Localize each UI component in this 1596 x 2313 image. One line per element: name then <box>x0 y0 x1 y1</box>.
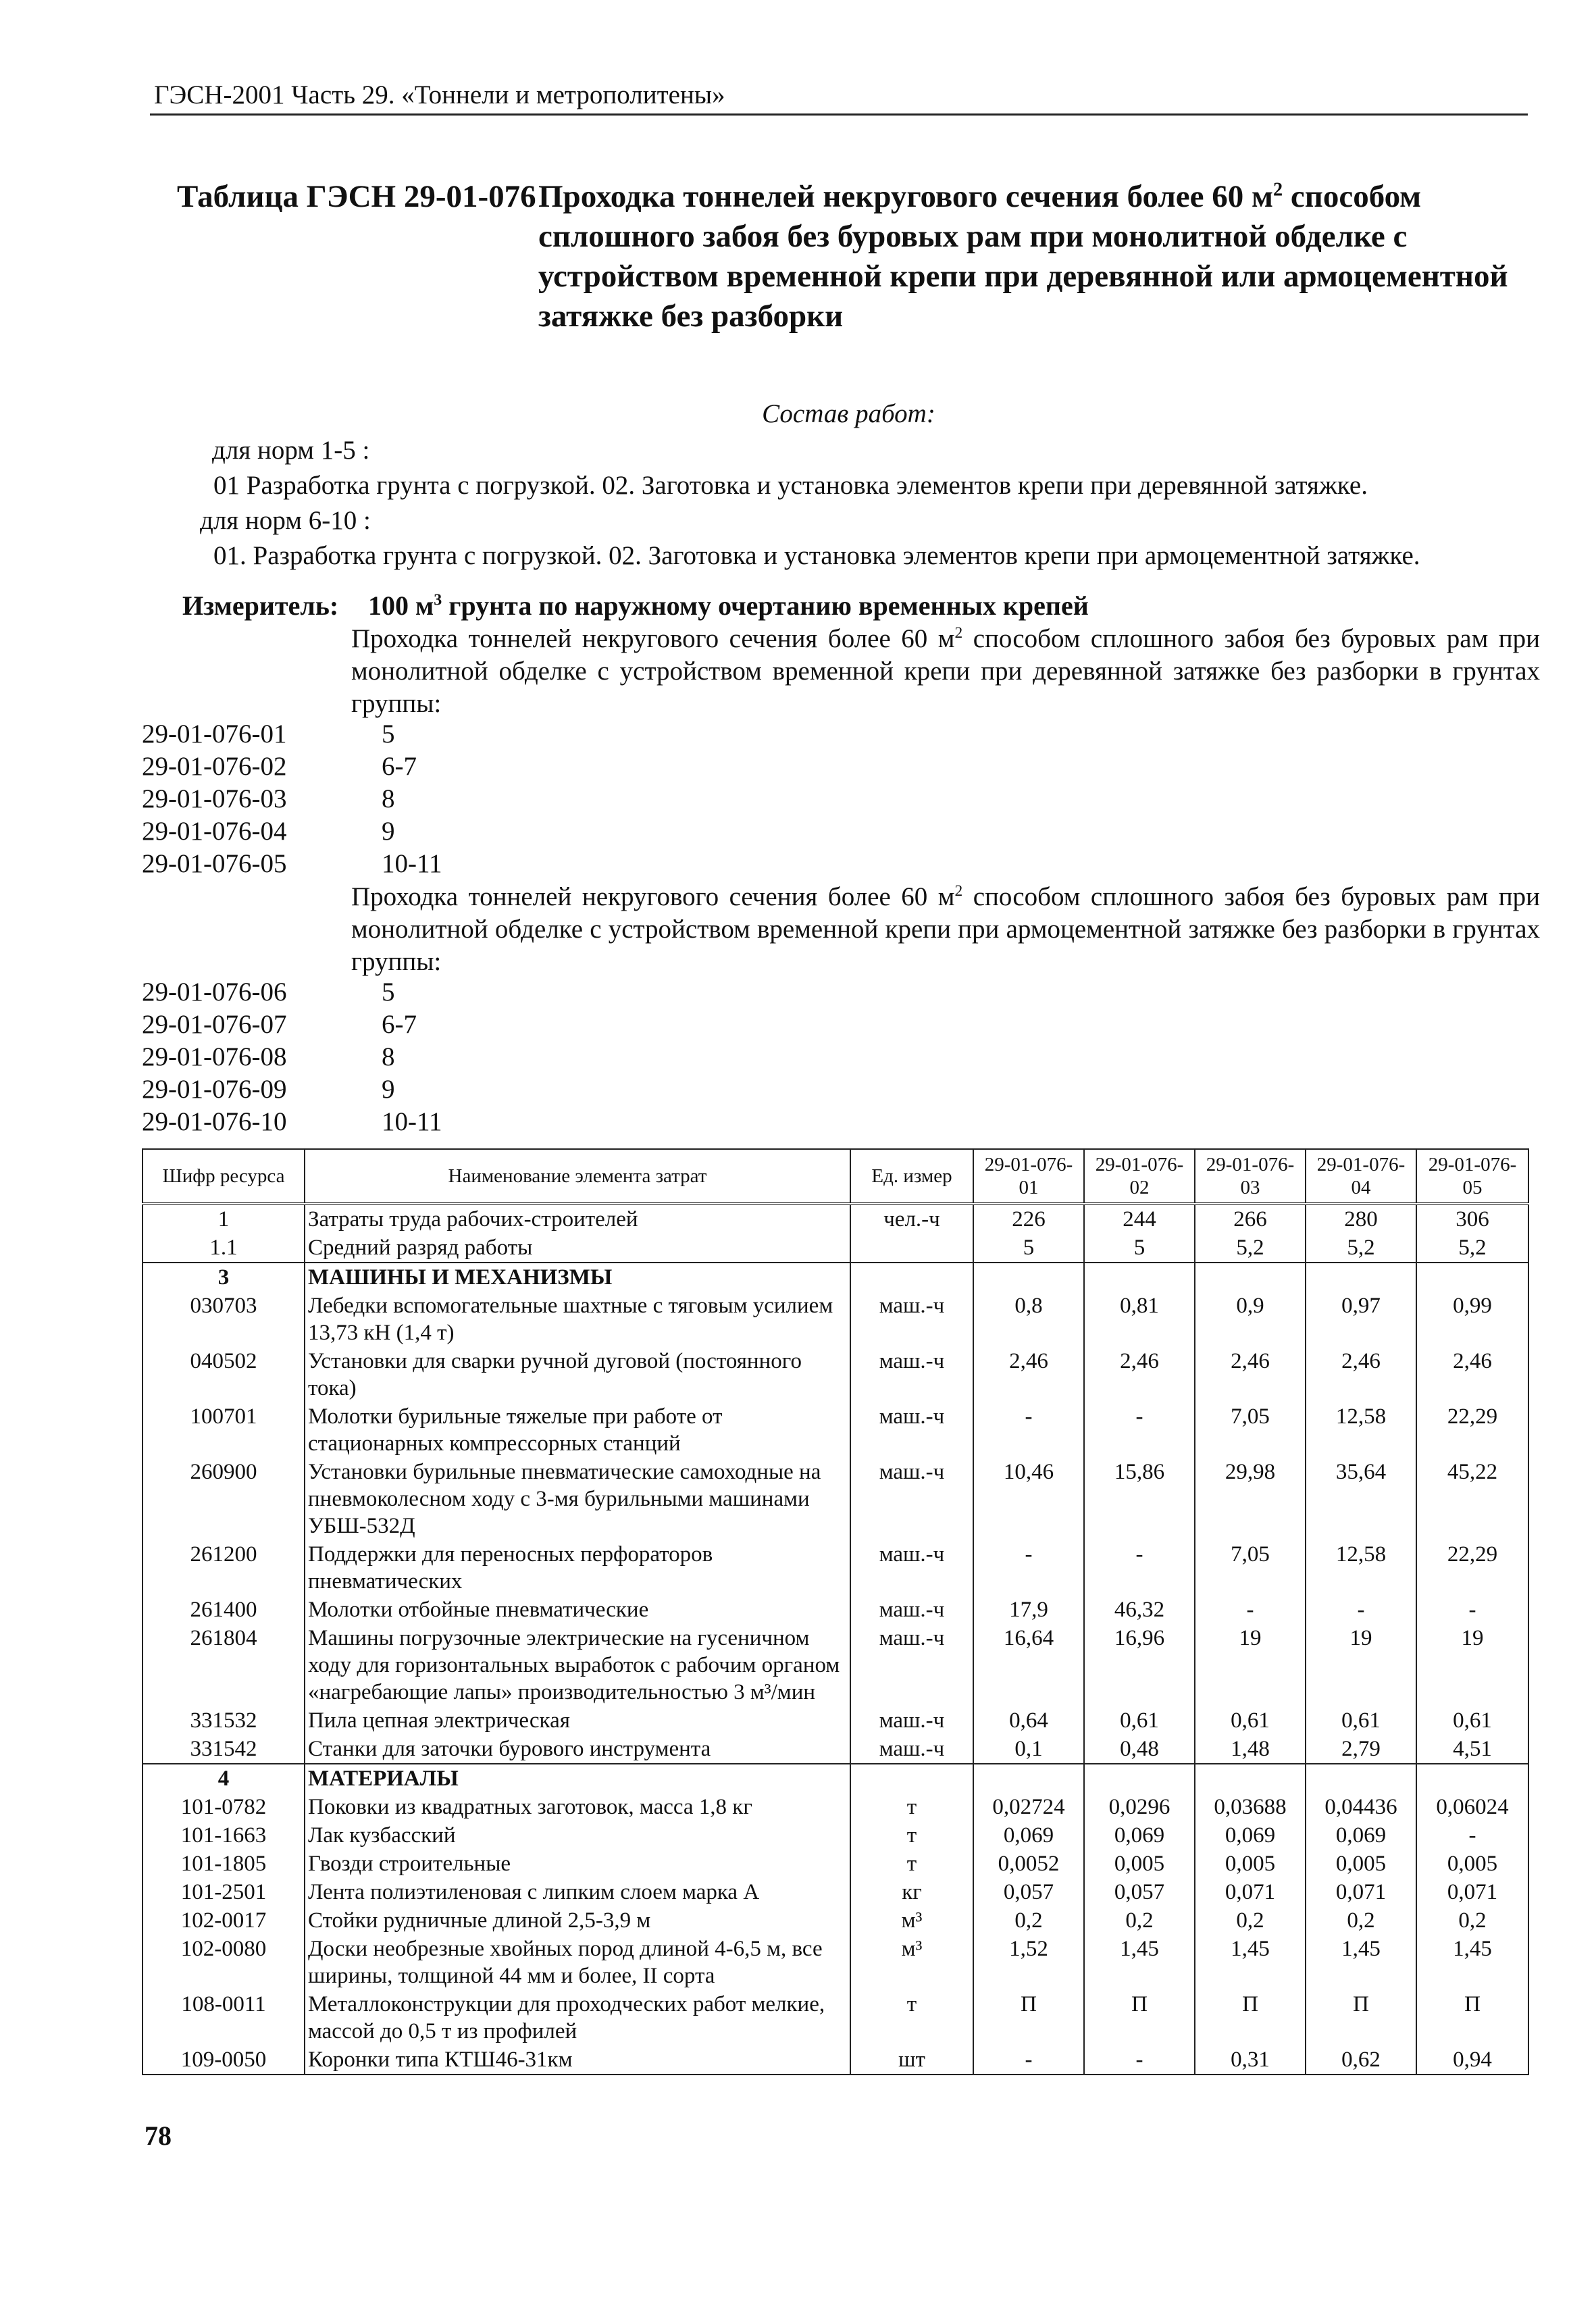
norm-value: 0,069 <box>1306 1821 1416 1850</box>
norm-row <box>142 751 417 782</box>
norm-group: 8 <box>382 1042 395 1071</box>
resource-name: Машины погрузочные электрические на гусеничном ходу для горизонтальных выработок с рабочим органом «нагребающие лапы» производительностью 3 м³/мин <box>305 1624 850 1706</box>
norm-value <box>1084 1263 1195 1292</box>
table-row <box>143 2045 1528 2075</box>
table-row <box>143 1347 1528 1402</box>
norm-value: 1,45 <box>1416 1935 1528 1990</box>
norm-value: 7,05 <box>1195 1540 1306 1596</box>
norm-value: 0,03688 <box>1195 1793 1306 1821</box>
norm-value: 19 <box>1416 1624 1528 1706</box>
norm-row <box>142 848 442 879</box>
norm-value: 29,98 <box>1195 1458 1306 1540</box>
norm-value: 2,46 <box>1195 1347 1306 1402</box>
meter-value: 100 м <box>368 590 434 621</box>
table-row <box>143 1204 1528 1234</box>
resource-unit: м³ <box>850 1935 973 1990</box>
norm-value: 2,46 <box>973 1347 1084 1402</box>
resource-name: Лебедки вспомогательные шахтные с тяговым усилием 13,73 кН (1,4 т) <box>305 1292 850 1347</box>
resource-name: Установки бурильные пневматические самоходные на пневмоколесном ходу с 3-мя бурильными машинами УБШ-532Д <box>305 1458 850 1540</box>
table-title-text <box>538 177 1541 336</box>
norm-value <box>1084 1764 1195 1793</box>
norm-value: 2,46 <box>1306 1347 1416 1402</box>
norm-value: - <box>973 1402 1084 1458</box>
table-row <box>143 1821 1528 1850</box>
table-title-text-part: Проходка тоннелей некругового сечения более 60 м <box>538 179 1274 214</box>
norm-value: 19 <box>1195 1624 1306 1706</box>
norm-row <box>142 1009 417 1040</box>
resource-name: Коронки типа КТШ46-31км <box>305 2045 850 2075</box>
table-row <box>143 1596 1528 1624</box>
group-description <box>351 623 1540 720</box>
norm-value: 15,86 <box>1084 1458 1195 1540</box>
norm-value: 266 <box>1195 1204 1306 1234</box>
resource-name: Металлоконструкции для проходческих работ мелкие, массой до 0,5 т из профилей <box>305 1990 850 2045</box>
resource-unit: маш.-ч <box>850 1458 973 1540</box>
norm-value: 0,071 <box>1306 1878 1416 1906</box>
resource-code: 109-0050 <box>143 2045 305 2075</box>
norm-value: 0,04436 <box>1306 1793 1416 1821</box>
group-description-part: Проходка тоннелей некругового сечения более 60 м <box>351 882 955 911</box>
norm-value <box>1195 1764 1306 1793</box>
works-line: 01. Разработка грунта с погрузкой. 02. Заготовка и установка элементов крепи при армоцементной затяжке. <box>213 541 1420 570</box>
norm-value: 0,2 <box>1084 1906 1195 1935</box>
norm-value: 226 <box>973 1204 1084 1234</box>
norm-value: 0,057 <box>973 1878 1084 1906</box>
norm-group: 8 <box>382 784 395 813</box>
resource-code: 3 <box>143 1263 305 1292</box>
resource-code: 108-0011 <box>143 1990 305 2045</box>
table-row <box>143 1906 1528 1935</box>
resource-unit: м³ <box>850 1906 973 1935</box>
works-line: для норм 6-10 : <box>200 506 371 535</box>
page-number: 78 <box>145 2120 172 2151</box>
table-row <box>143 1878 1528 1906</box>
norm-value: 0,9 <box>1195 1292 1306 1347</box>
norm-row <box>142 1042 395 1072</box>
norm-value: 1,48 <box>1195 1735 1306 1764</box>
resource-name: Средний разряд работы <box>305 1234 850 1263</box>
norm-value: 0,99 <box>1416 1292 1528 1347</box>
norm-value: - <box>1306 1596 1416 1624</box>
resource-unit: маш.-ч <box>850 1540 973 1596</box>
resource-code: 4 <box>143 1764 305 1793</box>
resource-code: 260900 <box>143 1458 305 1540</box>
norm-code: 29-01-076-04 <box>142 817 287 846</box>
resource-name: Установки для сварки ручной дуговой (постоянного тока) <box>305 1347 850 1402</box>
norm-value: 1,52 <box>973 1935 1084 1990</box>
group-description-part: способом сплошного забоя без буровых рам при монолитной обделке с устройством временной крепи при деревянной затяжке без разборки в грунтах группы: <box>351 624 1541 718</box>
resource-code: 030703 <box>143 1292 305 1347</box>
norm-code: 29-01-076-02 <box>142 752 287 781</box>
norm-value: 0,005 <box>1306 1850 1416 1878</box>
norm-value: 22,29 <box>1416 1402 1528 1458</box>
norm-value: 16,96 <box>1084 1624 1195 1706</box>
table-title <box>177 177 1541 336</box>
norm-value: 12,58 <box>1306 1402 1416 1458</box>
table-row <box>143 1935 1528 1990</box>
resource-code: 261400 <box>143 1596 305 1624</box>
table-title-text-part: способом сплошного забоя без буровых рам при монолитной обделке с устройством временной крепи при деревянной или армоцементной затяжке без разборки <box>538 179 1508 334</box>
group-description-part: способом сплошного забоя без буровых рам при монолитной обделке с устройством временной крепи при армоцементной затяжке без разборки в грунтах группы: <box>351 882 1541 976</box>
norm-value: 2,46 <box>1084 1347 1195 1402</box>
norm-value: 46,32 <box>1084 1596 1195 1624</box>
norm-value: 10,46 <box>973 1458 1084 1540</box>
norm-value: 0,61 <box>1195 1706 1306 1735</box>
norm-value: - <box>1084 1402 1195 1458</box>
table-row <box>143 1850 1528 1878</box>
norm-value <box>1195 1263 1306 1292</box>
group-description-sup: 2 <box>954 882 963 900</box>
resource-code: 101-2501 <box>143 1878 305 1906</box>
norm-value: 5 <box>973 1234 1084 1263</box>
resource-unit: т <box>850 1793 973 1821</box>
table-row <box>143 1402 1528 1458</box>
norm-value: - <box>973 2045 1084 2075</box>
resource-code: 261804 <box>143 1624 305 1706</box>
resource-code: 040502 <box>143 1347 305 1402</box>
resource-code: 101-1663 <box>143 1821 305 1850</box>
norm-code: 29-01-076-07 <box>142 1010 287 1039</box>
resource-unit <box>850 1263 973 1292</box>
norm-group: 10-11 <box>382 849 442 878</box>
norm-value <box>1416 1764 1528 1793</box>
resource-name: Станки для заточки бурового инструмента <box>305 1735 850 1764</box>
norm-row <box>142 784 395 814</box>
norm-value: 17,9 <box>973 1596 1084 1624</box>
column-header: 29-01-076-05 <box>1416 1149 1528 1204</box>
norm-value: 5,2 <box>1195 1234 1306 1263</box>
norm-value: 0,057 <box>1084 1878 1195 1906</box>
norm-row <box>142 719 395 749</box>
meter <box>182 590 1089 621</box>
norm-value: 4,51 <box>1416 1735 1528 1764</box>
norm-code: 29-01-076-05 <box>142 849 287 878</box>
norm-value: 12,58 <box>1306 1540 1416 1596</box>
norm-value <box>1306 1764 1416 1793</box>
resource-code: 261200 <box>143 1540 305 1596</box>
norm-value: 0,97 <box>1306 1292 1416 1347</box>
meter-sup: 3 <box>434 591 442 609</box>
norm-value <box>1306 1263 1416 1292</box>
norm-value: - <box>1416 1821 1528 1850</box>
norm-value: 0,62 <box>1306 2045 1416 2075</box>
norm-value: 0,2 <box>1195 1906 1306 1935</box>
resource-name: Поковки из квадратных заготовок, масса 1,8 кг <box>305 1793 850 1821</box>
norm-value: 0,0296 <box>1084 1793 1195 1821</box>
table-row <box>143 1458 1528 1540</box>
norm-value: 22,29 <box>1416 1540 1528 1596</box>
resources-table-body <box>143 1204 1528 2075</box>
norm-value: 0,61 <box>1084 1706 1195 1735</box>
norm-value: 0,31 <box>1195 2045 1306 2075</box>
norm-value: 16,64 <box>973 1624 1084 1706</box>
norm-value: 0,005 <box>1416 1850 1528 1878</box>
norm-value: П <box>1416 1990 1528 2045</box>
column-header: Наименование элемента затрат <box>305 1149 850 1204</box>
norm-row <box>142 816 395 846</box>
resource-name: МАШИНЫ И МЕХАНИЗМЫ <box>305 1263 850 1292</box>
norm-value: 19 <box>1306 1624 1416 1706</box>
resource-unit: т <box>850 1821 973 1850</box>
resource-unit: маш.-ч <box>850 1596 973 1624</box>
norm-value: П <box>1084 1990 1195 2045</box>
norm-value: 0,48 <box>1084 1735 1195 1764</box>
column-header: 29-01-076-01 <box>973 1149 1084 1204</box>
resource-code: 100701 <box>143 1402 305 1458</box>
resource-name: Стойки рудничные длиной 2,5-3,9 м <box>305 1906 850 1935</box>
table-header-row <box>143 1149 1528 1204</box>
norm-group: 5 <box>382 719 395 748</box>
table-title-sup: 2 <box>1273 179 1283 201</box>
norm-value: 280 <box>1306 1204 1416 1234</box>
resource-unit: маш.-ч <box>850 1402 973 1458</box>
group-description-part: Проходка тоннелей некругового сечения более 60 м <box>351 624 955 653</box>
norm-code: 29-01-076-10 <box>142 1107 287 1136</box>
norm-value <box>973 1263 1084 1292</box>
norm-row <box>142 1074 395 1104</box>
resource-name: Молотки бурильные тяжелые при работе от стационарных компрессорных станций <box>305 1402 850 1458</box>
resource-unit: т <box>850 1850 973 1878</box>
norm-value: 1,45 <box>1084 1935 1195 1990</box>
resource-name: Затраты труда рабочих-строителей <box>305 1204 850 1234</box>
works-heading: Состав работ: <box>762 399 935 428</box>
table-row <box>143 1540 1528 1596</box>
table-row <box>143 1234 1528 1263</box>
norm-code: 29-01-076-09 <box>142 1075 287 1104</box>
table-section-row <box>143 1764 1528 1793</box>
resource-unit <box>850 1234 973 1263</box>
norm-value: П <box>1306 1990 1416 2045</box>
norm-value: 0,8 <box>973 1292 1084 1347</box>
meter-label: Измеритель: <box>182 590 339 621</box>
resource-name: Пила цепная электрическая <box>305 1706 850 1735</box>
table-title-label: Таблица ГЭСН 29-01-076 <box>177 179 536 214</box>
resource-code: 331532 <box>143 1706 305 1735</box>
table-row <box>143 1292 1528 1347</box>
resource-name: Гвозди строительные <box>305 1850 850 1878</box>
norm-value: 0,2 <box>973 1906 1084 1935</box>
norm-value: - <box>1416 1596 1528 1624</box>
group-description-sup: 2 <box>954 624 963 642</box>
meter-value: грунта по наружному очертанию временных крепей <box>442 590 1089 621</box>
norm-value: - <box>1195 1596 1306 1624</box>
norm-value: 0,2 <box>1306 1906 1416 1935</box>
resources-table <box>142 1148 1529 2075</box>
resource-code: 101-0782 <box>143 1793 305 1821</box>
norm-code: 29-01-076-08 <box>142 1042 287 1071</box>
resource-name: Молотки отбойные пневматические <box>305 1596 850 1624</box>
group-description <box>351 881 1540 978</box>
resource-unit: маш.-ч <box>850 1735 973 1764</box>
norm-row <box>142 977 395 1007</box>
resource-name: Доски необрезные хвойных пород длиной 4-6,5 м, все ширины, толщиной 44 мм и более, II сорта <box>305 1935 850 1990</box>
resource-name: МАТЕРИАЛЫ <box>305 1764 850 1793</box>
table-row <box>143 1706 1528 1735</box>
norm-value: 5,2 <box>1306 1234 1416 1263</box>
norm-value: - <box>1084 2045 1195 2075</box>
norm-value: 0,64 <box>973 1706 1084 1735</box>
norm-value: 0,61 <box>1306 1706 1416 1735</box>
norm-value: 0,071 <box>1195 1878 1306 1906</box>
norm-value: 1,45 <box>1195 1935 1306 1990</box>
resource-code: 102-0017 <box>143 1906 305 1935</box>
norm-value: 7,05 <box>1195 1402 1306 1458</box>
norm-value: 306 <box>1416 1204 1528 1234</box>
norm-value: 0,005 <box>1084 1850 1195 1878</box>
column-header: 29-01-076-02 <box>1084 1149 1195 1204</box>
norm-group: 10-11 <box>382 1107 442 1136</box>
norm-group: 9 <box>382 817 395 846</box>
norm-group: 6-7 <box>382 1010 417 1039</box>
works-line: для норм 1-5 : <box>212 436 370 465</box>
table-section-row <box>143 1263 1528 1292</box>
norm-value: 1,45 <box>1306 1935 1416 1990</box>
norm-value: 2,79 <box>1306 1735 1416 1764</box>
norm-value: 0,069 <box>1084 1821 1195 1850</box>
norm-value: 0,069 <box>1195 1821 1306 1850</box>
norm-group: 5 <box>382 977 395 1007</box>
table-row <box>143 1735 1528 1764</box>
norm-value: 0,2 <box>1416 1906 1528 1935</box>
resource-unit: маш.-ч <box>850 1706 973 1735</box>
norm-value: 35,64 <box>1306 1458 1416 1540</box>
norm-code: 29-01-076-06 <box>142 977 287 1007</box>
resource-unit: шт <box>850 2045 973 2075</box>
resource-code: 1 <box>143 1204 305 1234</box>
norm-value: 2,46 <box>1416 1347 1528 1402</box>
resource-unit: маш.-ч <box>850 1347 973 1402</box>
norm-value: 5,2 <box>1416 1234 1528 1263</box>
table-row <box>143 1793 1528 1821</box>
norm-code: 29-01-076-03 <box>142 784 287 813</box>
column-header: 29-01-076-03 <box>1195 1149 1306 1204</box>
resources-table-header <box>143 1149 1528 1204</box>
norm-value <box>973 1764 1084 1793</box>
norm-value: 0,069 <box>973 1821 1084 1850</box>
norm-row <box>142 1107 442 1137</box>
resource-code: 102-0080 <box>143 1935 305 1990</box>
resource-unit: чел.-ч <box>850 1204 973 1234</box>
resource-code: 1.1 <box>143 1234 305 1263</box>
resource-name: Лента полиэтиленовая с липким слоем марка А <box>305 1878 850 1906</box>
norm-value: 0,071 <box>1416 1878 1528 1906</box>
norm-value: 0,61 <box>1416 1706 1528 1735</box>
resource-unit: кг <box>850 1878 973 1906</box>
norm-value: 244 <box>1084 1204 1195 1234</box>
resource-unit: т <box>850 1990 973 2045</box>
norm-group: 9 <box>382 1075 395 1104</box>
resource-code: 101-1805 <box>143 1850 305 1878</box>
header-rule <box>150 113 1528 116</box>
resource-name: Поддержки для переносных перфораторов пневматических <box>305 1540 850 1596</box>
norm-value: - <box>1084 1540 1195 1596</box>
resource-unit: маш.-ч <box>850 1624 973 1706</box>
resource-code: 331542 <box>143 1735 305 1764</box>
norm-group: 6-7 <box>382 752 417 781</box>
column-header: Ед. измер <box>850 1149 973 1204</box>
resource-name: Лак кузбасский <box>305 1821 850 1850</box>
norm-value <box>1416 1263 1528 1292</box>
norm-value: 45,22 <box>1416 1458 1528 1540</box>
norm-value: 5 <box>1084 1234 1195 1263</box>
norm-value: 0,005 <box>1195 1850 1306 1878</box>
resource-unit: маш.-ч <box>850 1292 973 1347</box>
column-header: 29-01-076-04 <box>1306 1149 1416 1204</box>
norm-value: 0,1 <box>973 1735 1084 1764</box>
norm-code: 29-01-076-01 <box>142 719 287 748</box>
norm-value: 0,02724 <box>973 1793 1084 1821</box>
column-header: Шифр ресурса <box>143 1149 305 1204</box>
norm-value: 0,06024 <box>1416 1793 1528 1821</box>
works-line: 01 Разработка грунта с погрузкой. 02. Заготовка и установка элементов крепи при деревянной затяжке. <box>213 471 1368 500</box>
norm-value: П <box>1195 1990 1306 2045</box>
norm-value: П <box>973 1990 1084 2045</box>
resource-unit <box>850 1764 973 1793</box>
table-row <box>143 1624 1528 1706</box>
table-row <box>143 1990 1528 2045</box>
norm-value: 0,94 <box>1416 2045 1528 2075</box>
norm-value: 0,0052 <box>973 1850 1084 1878</box>
norm-value: 0,81 <box>1084 1292 1195 1347</box>
norm-value: - <box>973 1540 1084 1596</box>
running-header: ГЭСН-2001 Часть 29. «Тоннели и метрополитены» <box>154 80 725 109</box>
